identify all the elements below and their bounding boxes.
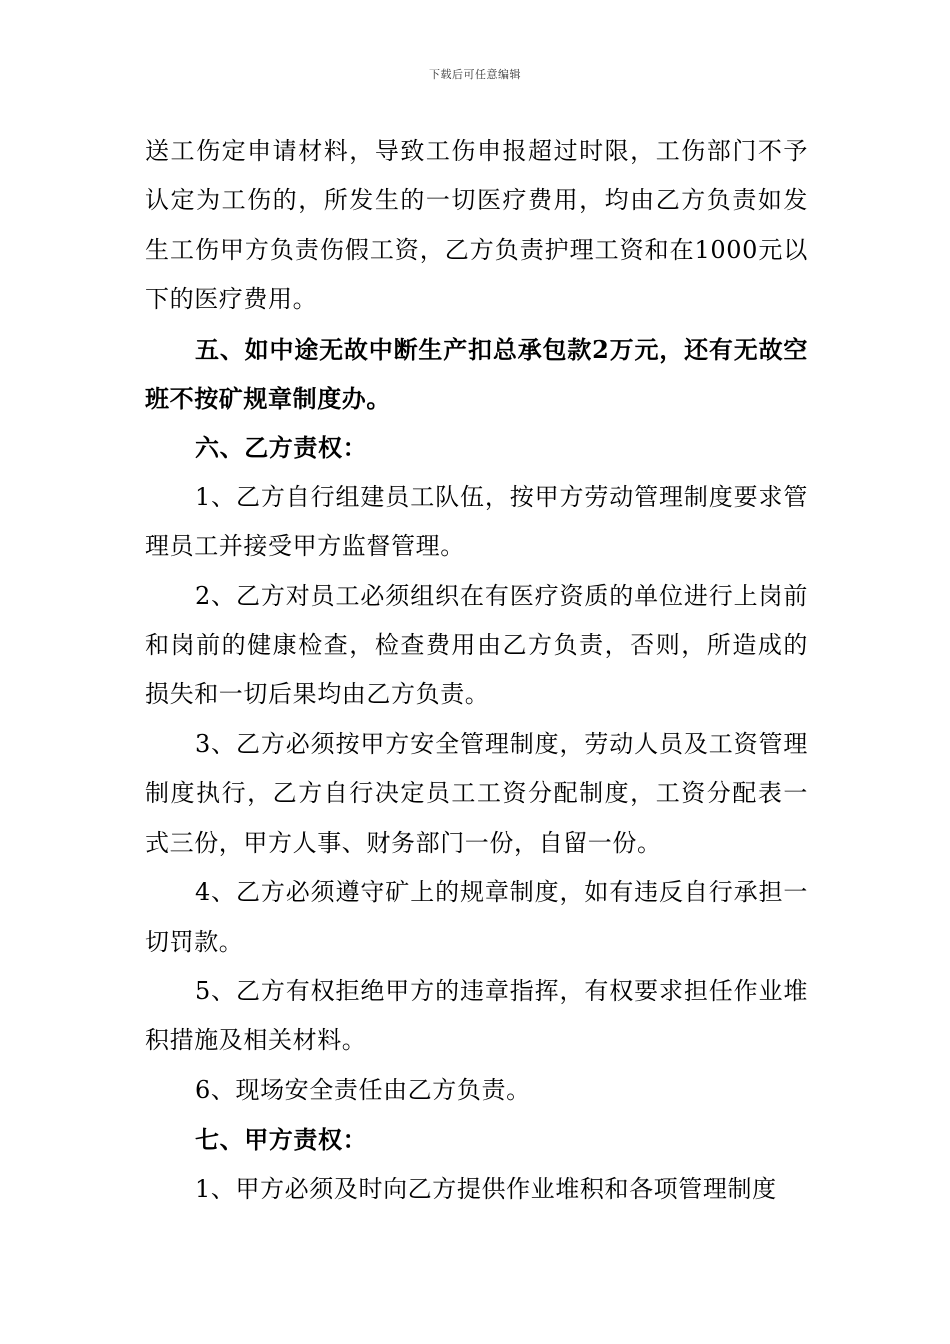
section-six-heading: 六、乙方责权： — [195, 433, 368, 463]
paragraph-continuation: 送工伤定申请材料，导致工伤申报超过时限，工伤部门不予认定为工伤的，所发生的一切医疗费用，均由乙方负责如发生工伤甲方负责伤假工资，乙方负责护理工资和在1000元以下的医疗费用。 — [145, 137, 808, 314]
page-header-note: 下载后可任意编辑 — [429, 68, 521, 81]
clause-six-4: 4、乙方必须遵守矿上的规章制度，如有违反自行承担一切罚款。 — [145, 878, 808, 956]
clause-seven-1: 1、甲方必须及时向乙方提供作业堆积和各项管理制度 — [195, 1174, 777, 1203]
clause-six-5: 5、乙方有权拒绝甲方的违章指挥，有权要求担任作业堆积措施及相关材料。 — [145, 976, 808, 1055]
section-seven-heading: 七、甲方责权： — [195, 1125, 368, 1155]
section-five-heading: 五、如中途无故中断生产扣总承包款2万元，还有无故空班不按矿规章制度办。 — [145, 334, 808, 414]
clause-six-6: 6、现场安全责任由乙方负责。 — [195, 1075, 531, 1104]
clause-six-1: 1、乙方自行组建员工队伍，按甲方劳动管理制度要求管理员工并接受甲方监督管理。 — [145, 482, 808, 561]
clause-six-2: 2、乙方对员工必须组织在有医疗资质的单位进行上岗前和岗前的健康检查，检查费用由乙方负责，否则，所造成的损失和一切后果均由乙方负责。 — [145, 581, 808, 709]
document-body — [145, 127, 808, 1214]
clause-six-3: 3、乙方必须按甲方安全管理制度，劳动人员及工资管理制度执行，乙方自行决定员工工资分配制度，工资分配表一式三份，甲方人事、财务部门一份，自留一份。 — [145, 729, 808, 857]
